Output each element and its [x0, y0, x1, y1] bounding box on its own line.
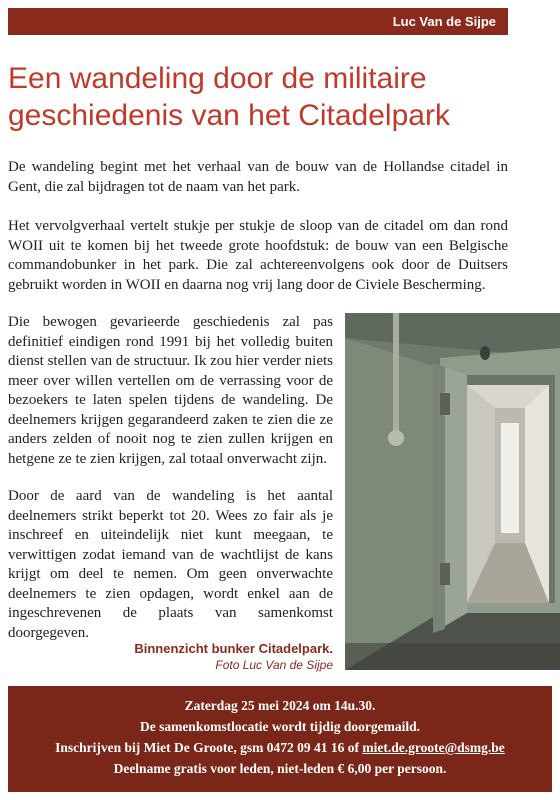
author-name: Luc Van de Sijpe	[392, 14, 496, 29]
page-title	[8, 60, 538, 134]
registration-text: Inschrijven bij Miet De Groote, gsm 0472 09 41 16 of	[55, 740, 363, 755]
title-line-1: Een wandeling door de militaire	[8, 62, 427, 95]
registration-line	[8, 737, 552, 758]
info-box	[8, 686, 552, 792]
email-link[interactable]: miet.de.groote@dsmg.be	[362, 740, 505, 755]
price-line: Deelname gratis voor leden, niet-leden € 6,00 per persoon.	[113, 761, 447, 776]
bunker-paragraph: Die bewogen gevarieerde geschiedenis zal pas definitief eindigen rond 1991 bij het volledig buiten dienst stellen van de structuur. Ik zou hier verder niets meer over willen vertellen om de verrassing voor de bezoekers te laten spelen tijdens de wandeling. De deelnemers krijgen gegarandeerd zaken te zien die ze anders zelden of nooit nog te zien zullen krijgen en hetgene ze te zien krijgen, zal totaal onverwacht zijn.	[8, 314, 333, 467]
event-date: Zaterdag 25 mei 2024 om 14u.30.	[184, 698, 376, 713]
author-bar	[8, 8, 508, 35]
bunker-interior-image	[345, 313, 560, 670]
bunker-photo	[345, 313, 560, 670]
history-paragraph: Het vervolgverhaal vertelt stukje per stukje de sloop van de citadel om dan rond WOII uit te komen bij het tweede grote hoofdstuk: de bouw van een Belgische commandobunker in het park. Die zal achtereenvolgens ook door de Duitsers gebruikt worden in WOII en daarna nog vrij lang door de Civiele Bescherming.	[8, 218, 508, 293]
caption-title: Binnenzicht bunker Citadelpark.	[134, 641, 333, 656]
title-line-2: geschiedenis van het Citadelpark	[8, 99, 450, 132]
intro-paragraph: De wandeling begint met het verhaal van de bouw van de Hollandse citadel in Gent, die zal bijdragen tot de naam van het park.	[8, 159, 508, 195]
caption-credit: Foto Luc Van de Sijpe	[215, 658, 333, 672]
meeting-location-note: De samenkomstlocatie wordt tijdig doorgemaild.	[139, 719, 421, 734]
photo-caption	[8, 640, 333, 673]
participants-paragraph: Door de aard van de wandeling is het aantal deelnemers strikt beperkt tot 20. Wees zo fair als je inschreef en uiteindelijk niet kunt meegaan, te verwittigen zodat iemand van de wachtlijst de kans krijgt om deel te nemen. Om geen onverwachte deelnemers te zien opdagen, wordt enkel aan de ingeschrevenen de plaats van samenkomst doorgegeven.	[8, 488, 333, 641]
